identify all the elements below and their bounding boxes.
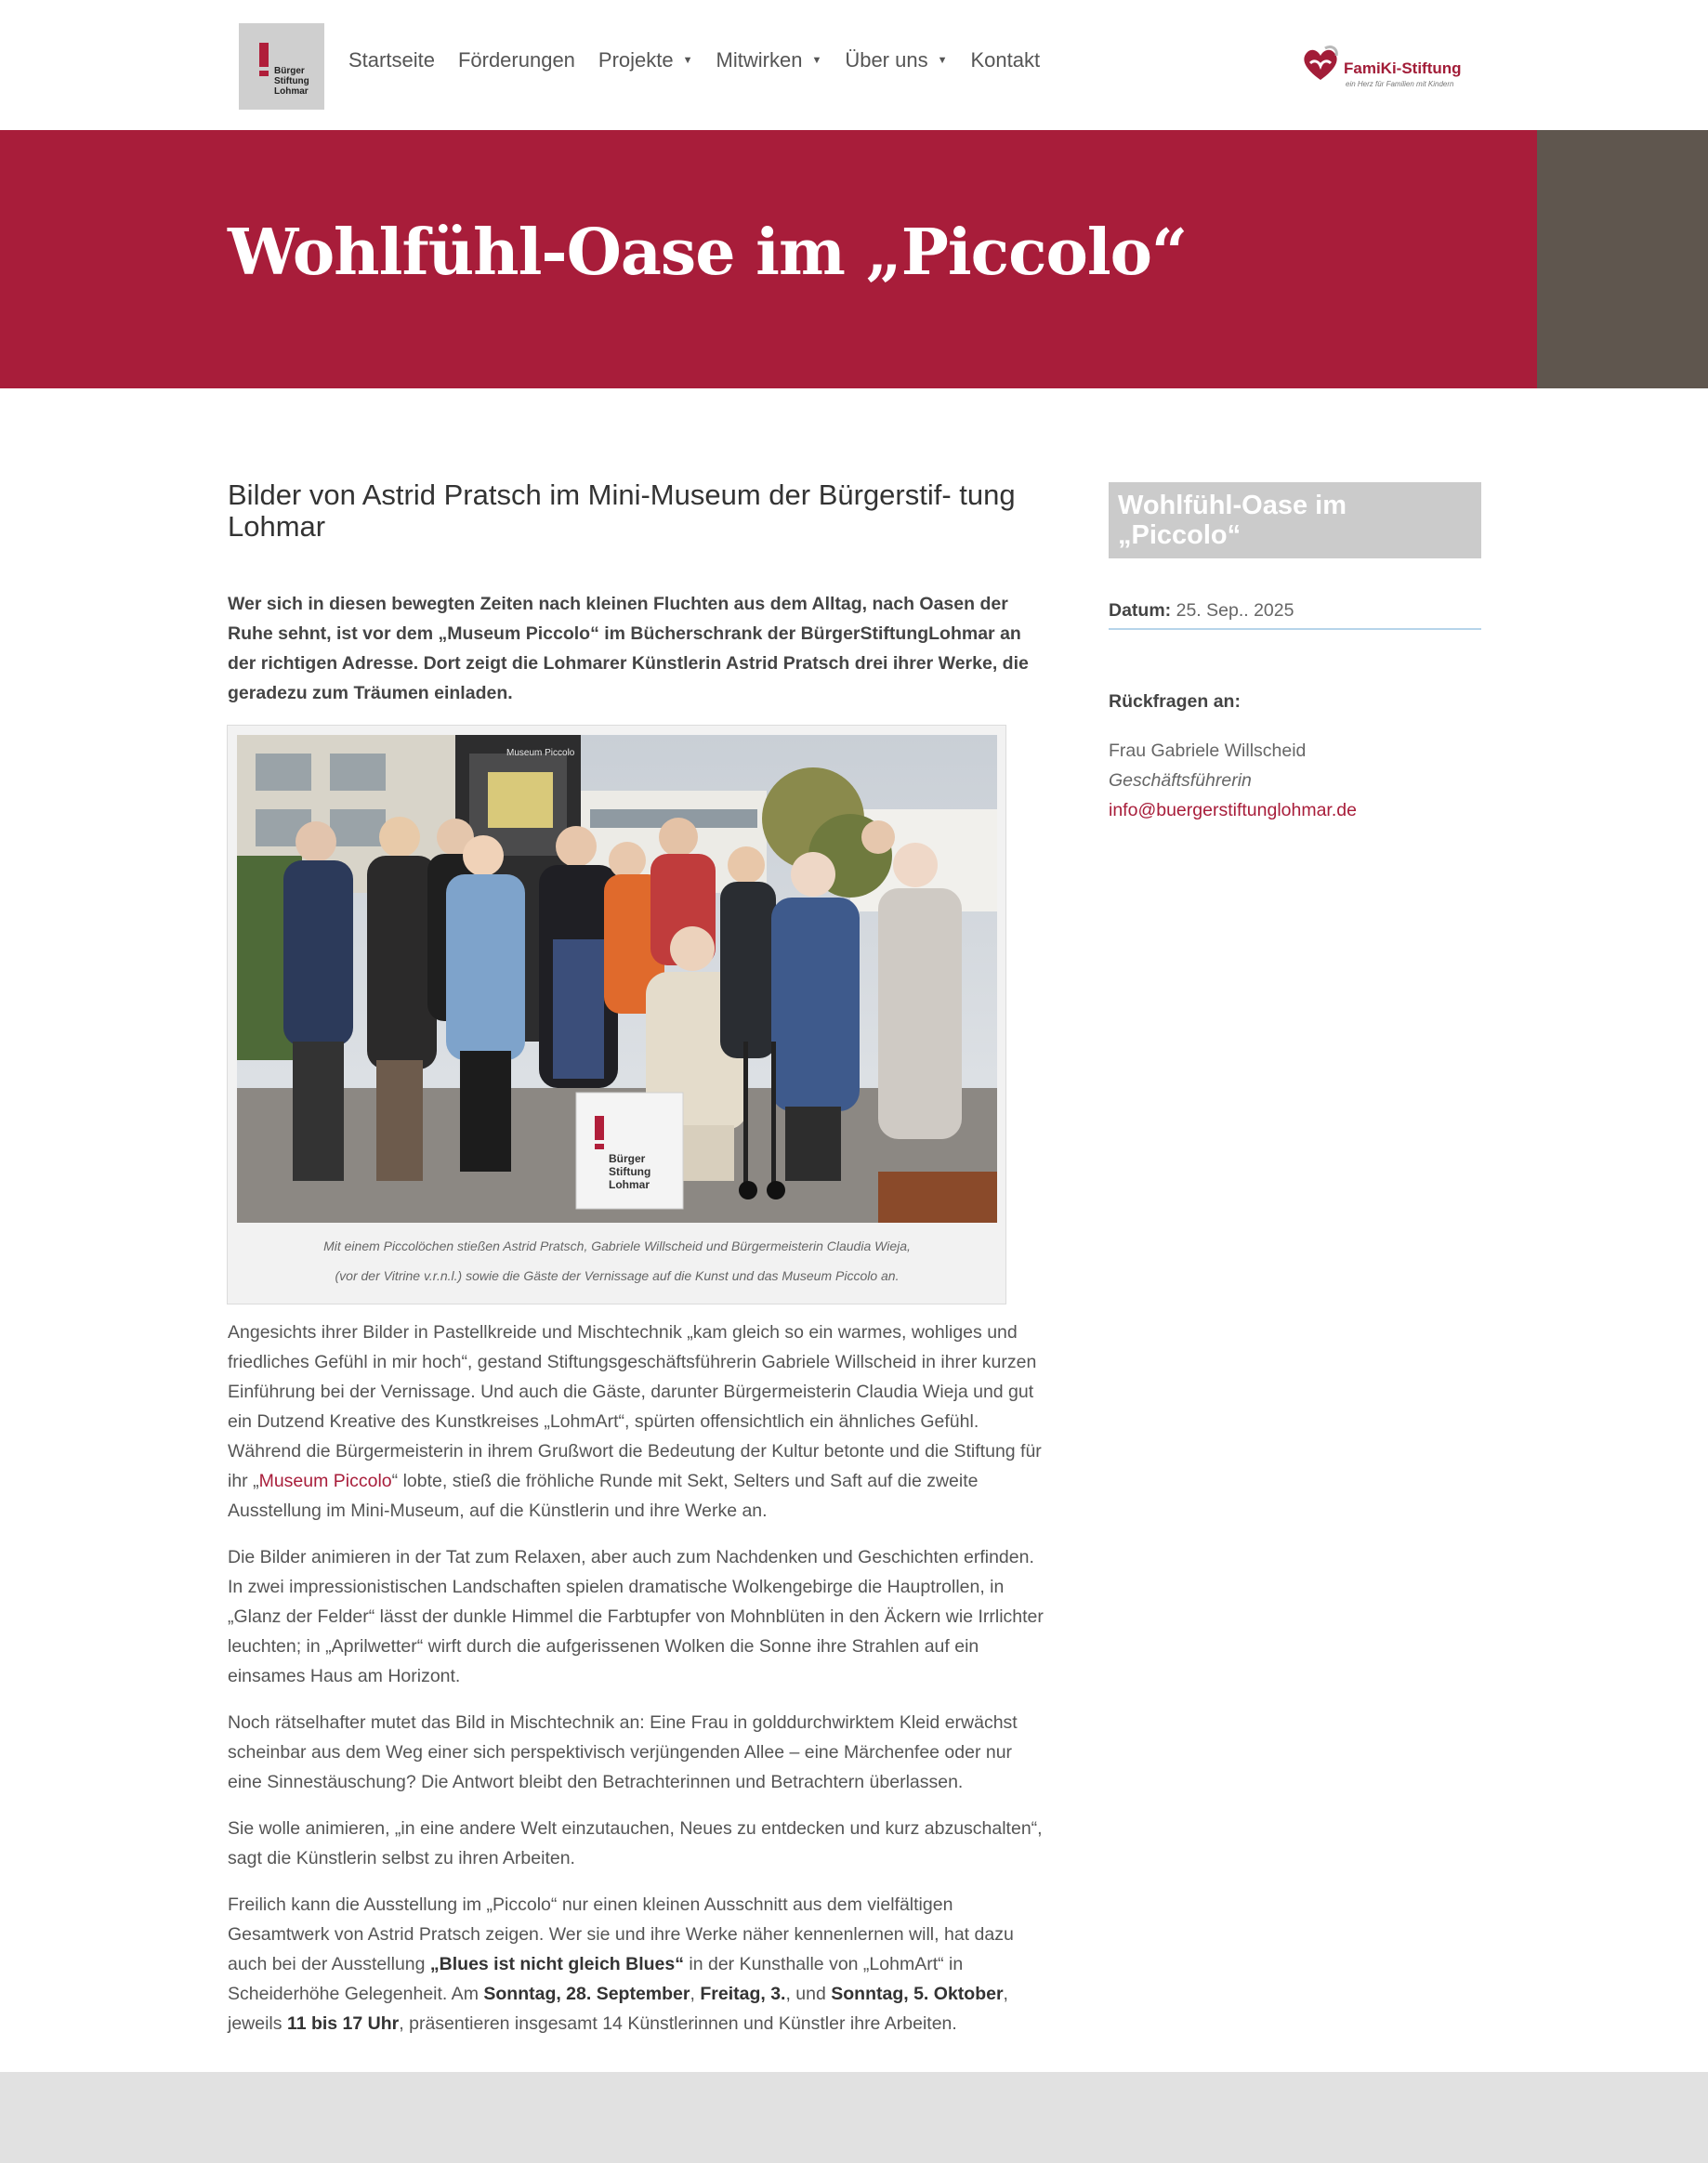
article-lead: Wer sich in diesen bewegten Zeiten nach kleinen Fluchten aus dem Alltag, nach Oasen der Ruhe sehnt, ist vor dem „Museum Piccolo“ im Bücherschrank der BürgerStiftungLohmar an der richtigen Adresse. Dort zeigt die Lohmarer Künstlerin Astrid Pratsch drei ihrer Werke, die geradezu zum Träumen einladen. xyxy=(228,594,1029,703)
sign-text: Bürger xyxy=(609,1152,646,1165)
logo-line: Stiftung xyxy=(274,76,309,86)
nav-item-foerderungen[interactable] xyxy=(458,48,575,72)
bold-text: Freitag, 3. xyxy=(700,1984,786,2004)
body-paragraph: Die Bilder animieren in der Tat zum Relaxen, aber auch zum Nachdenken und Geschichten erfinden. In zwei impressionistischen Landschaften spielen dramatische Wolkengebirge die Hauptrollen, in „Glanz der Felder“ lässt der dunkle Himmel die Farbtupfer von Mohnblüten in den Äckern wie Irrlichter leuchten; in „Aprilwetter“ wirft durch die aufgerissenen Wolken die Sonne ihre Strahlen auf ein einsames Haus am Horizont. xyxy=(228,1547,1044,1686)
paragraph-text: , xyxy=(690,1984,701,2004)
sidebar-title-box xyxy=(1109,482,1481,558)
nav-label: Kontakt xyxy=(970,48,1041,72)
photo-caption xyxy=(237,1231,997,1291)
footer xyxy=(0,2072,1708,2163)
nav-item-kontakt[interactable] xyxy=(971,48,1041,72)
site-header xyxy=(0,0,1708,130)
nav-label: Mitwirken xyxy=(716,48,803,72)
nav-item-startseite[interactable] xyxy=(348,48,435,72)
famiki-logo[interactable] xyxy=(1299,43,1471,95)
paragraph-text: Freilich kann die Ausstellung im „Piccolo“ nur einen kleinen Ausschnitt aus dem vielfältigen Gesamtwerk von Astrid Pratsch zeigen. Wer sie und ihre Werke näher kennenlernen will, hat dazu auch bei der Ausstellung xyxy=(228,1894,1014,1974)
group-photo-illustration xyxy=(237,735,997,1223)
caption-line: Mit einem Piccolöchen stießen Astrid Pratsch, Gabriele Willscheid und Bürgermeisterin Claudia Wieja, xyxy=(323,1239,911,1253)
caption-line: (vor der Vitrine v.r.n.l.) sowie die Gäste der Vernissage auf die Kunst und das Museum Piccolo an. xyxy=(335,1268,900,1283)
contact-heading: Rückfragen an: xyxy=(1109,691,1241,712)
date-label: Datum: xyxy=(1109,600,1172,621)
bold-text: Sonntag, 28. September xyxy=(483,1984,690,2004)
hero-side-block xyxy=(1537,130,1708,388)
paragraph-text: Angesichts ihrer Bilder in Pastellkreide und Mischtechnik „kam gleich so ein warmes, wohliges und friedliches Gefühl in mir hoch“, gestand Stiftungsgeschäftsführerin Gabriele Willscheid in ihrer kurzen Einführung bei der Vernissage. Und auch die Gäste, darunter Bürgermeisterin Claudia Wieja und gut ein Dutzend Kreative des Kunstkreises „LohmArt“, spürten offensichtlich ein ähnliches Gefühl. Während die Bürgermeisterin in ihrem Grußwort die Bedeutung der Kultur betonte und die Stiftung für ihr „ xyxy=(228,1322,1042,1491)
article-figure xyxy=(227,725,1006,1304)
paragraph-text: , und xyxy=(785,1984,832,2004)
contact-email-link[interactable]: info@buergerstiftunglohmar.de xyxy=(1109,800,1357,820)
logo-line: Bürger xyxy=(274,66,305,76)
nav-label: Startseite xyxy=(348,48,435,72)
bold-text: 11 bis 17 Uhr xyxy=(286,2013,400,2034)
logo-mark xyxy=(259,43,269,67)
paragraph-text: , jeweils xyxy=(228,1984,1008,2034)
article-photo[interactable] xyxy=(237,735,997,1223)
date-row xyxy=(1109,598,1481,630)
main-nav xyxy=(348,48,1063,72)
logo-mark-dot xyxy=(259,71,269,76)
paragraph-text: in der Kunsthalle von „LohmArt“ in Scheiderhöhe Gelegenheit. Am xyxy=(228,1954,964,2004)
caret-down-icon: ▼ xyxy=(811,55,822,66)
body-paragraph: Sie wolle animieren, „in eine andere Welt einzutauchen, Neues zu entdecken und kurz abzuschalten“, sagt die Künstlerin selbst zu ihren Arbeiten. xyxy=(228,1818,1043,1868)
museum-piccolo-link[interactable]: Museum Piccolo xyxy=(258,1471,392,1491)
article-body xyxy=(228,1317,1045,2055)
contact-block xyxy=(1109,736,1357,825)
famiki-name: FamiKi-Stiftung xyxy=(1344,59,1462,77)
body-paragraph xyxy=(228,1890,1045,2038)
site-logo[interactable] xyxy=(239,23,324,110)
nav-label: Förderungen xyxy=(457,48,575,72)
nav-item-projekte[interactable] xyxy=(598,48,693,72)
body-paragraph xyxy=(228,1317,1045,1526)
sign-text: Lohmar xyxy=(609,1178,650,1191)
nav-item-ueber-uns[interactable] xyxy=(845,48,947,72)
sign-text: Stiftung xyxy=(609,1165,651,1178)
famiki-tagline: ein Herz für Familien mit Kindern xyxy=(1346,80,1454,88)
logo-text xyxy=(274,66,309,97)
sidebar-title: Wohlfühl-Oase im „Piccolo“ xyxy=(1118,491,1347,550)
contact-name: Frau Gabriele Willscheid xyxy=(1109,741,1307,761)
article-subtitle: Bilder von Astrid Pratsch im Mini-Museum der Bürgerstif- tung Lohmar xyxy=(228,478,1016,543)
caret-down-icon: ▼ xyxy=(937,55,948,66)
vitrine-label: Museum Piccolo xyxy=(506,748,575,758)
body-paragraph: Noch rätselhafter mutet das Bild in Mischtechnik an: Eine Frau in golddurchwirktem Kleid erwächst scheinbar aus dem Weg einer sich perspektivisch verjüngenden Allee – eine Märchenfee oder nur eine Sinnestäuschung? Die Antwort bleibt den Betrachterinnen und Betrachtern überlassen. xyxy=(228,1712,1018,1792)
bold-text: „Blues ist nicht gleich Blues“ xyxy=(429,1954,684,1974)
bold-text: Sonntag, 5. Oktober xyxy=(831,1984,1004,2004)
heart-hands-icon xyxy=(1299,43,1342,85)
page-title: Wohlfühl-Oase im „Piccolo“ xyxy=(228,216,1188,290)
caret-down-icon: ▼ xyxy=(682,55,693,66)
paragraph-text: “ lobte, stieß die fröhliche Runde mit Sekt, Selters und Saft auf die zweite Ausstellung im Mini-Museum, auf die Künstlerin und ihre Werke an. xyxy=(228,1471,979,1521)
hero-banner xyxy=(0,130,1537,388)
paragraph-text: , präsentieren insgesamt 14 Künstlerinnen und Künstler ihre Arbeiten. xyxy=(399,2013,957,2034)
nav-label: Über uns xyxy=(845,48,928,72)
date-value: 25. Sep.. 2025 xyxy=(1176,600,1294,621)
contact-role: Geschäftsführerin xyxy=(1109,770,1252,791)
nav-label: Projekte xyxy=(598,48,674,72)
logo-line: Lohmar xyxy=(274,86,309,97)
nav-item-mitwirken[interactable] xyxy=(716,48,822,72)
